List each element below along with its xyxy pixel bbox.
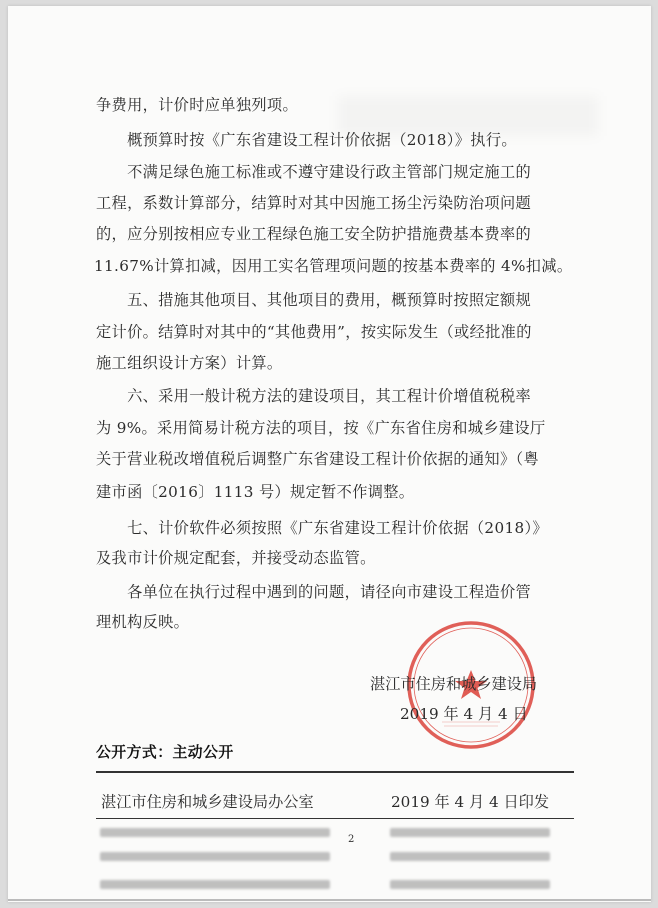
paragraph-line: 施工组织设计方案）计算。 (96, 354, 283, 372)
footer-office: 湛江市住房和城乡建设局办公室 (101, 793, 314, 811)
divider-top (96, 771, 574, 773)
issuer-name: 湛江市住房和城乡建设局 (370, 675, 538, 693)
paragraph-line: 五、措施其他项目、其他项目的费用，概预算时按照定额规 (96, 291, 532, 309)
paragraph-line: 不满足绿色施工标准或不遵守建设行政主管部门规定施工的 (96, 163, 532, 181)
issue-date: 2019 年 4 月 4 日 (400, 705, 528, 723)
paragraph-line: 各单位在执行过程中遇到的问题，请径向市建设工程造价管 (96, 583, 532, 601)
paragraph-line: 关于营业税改增值税后调整广东省建设工程计价依据的通知》（粤 (96, 450, 539, 468)
paragraph-line: 11.67%计算扣减，因用工实名管理项问题的按基本费率的 4%扣减。 (94, 257, 573, 275)
paragraph-line: 的，应分别按相应专业工程绿色施工安全防护措施费基本费率的 (96, 225, 532, 243)
disclosure-method: 公开方式：主动公开 (96, 744, 234, 761)
page-number: 2 (348, 834, 355, 845)
paragraph-line: 及我市计价规定配套，并接受动态监管。 (96, 549, 376, 567)
paragraph-line: 理机构反映。 (96, 613, 190, 631)
paragraph-line: 为 9%。采用简易计税方法的项目，按《广东省住房和城乡建设厅 (96, 419, 546, 437)
paragraph-line: 建市函〔2016〕1113 号）规定暂不作调整。 (96, 483, 415, 501)
page-bottom-edge (8, 899, 651, 901)
paragraph-line: 七、计价软件必须按照《广东省建设工程计价依据（2018）》 (96, 519, 548, 537)
paragraph-line: 概预算时按《广东省建设工程计价依据（2018）》执行。 (96, 131, 517, 149)
paragraph-line: 争费用，计价时应单独列项。 (96, 96, 298, 114)
paragraph-line: 六、采用一般计税方法的建设项目，其工程计价增值税税率 (96, 387, 532, 405)
paragraph-line: 定计价。结算时对其中的“其他费用”，按实际发生（或经批准的 (96, 323, 532, 341)
paragraph-line: 工程，系数计算部分，结算时对其中因施工扬尘污染防治项问题 (96, 194, 532, 212)
divider-middle (96, 818, 574, 819)
footer-print-date: 2019 年 4 月 4 日印发 (391, 793, 550, 811)
document-page (8, 6, 651, 902)
